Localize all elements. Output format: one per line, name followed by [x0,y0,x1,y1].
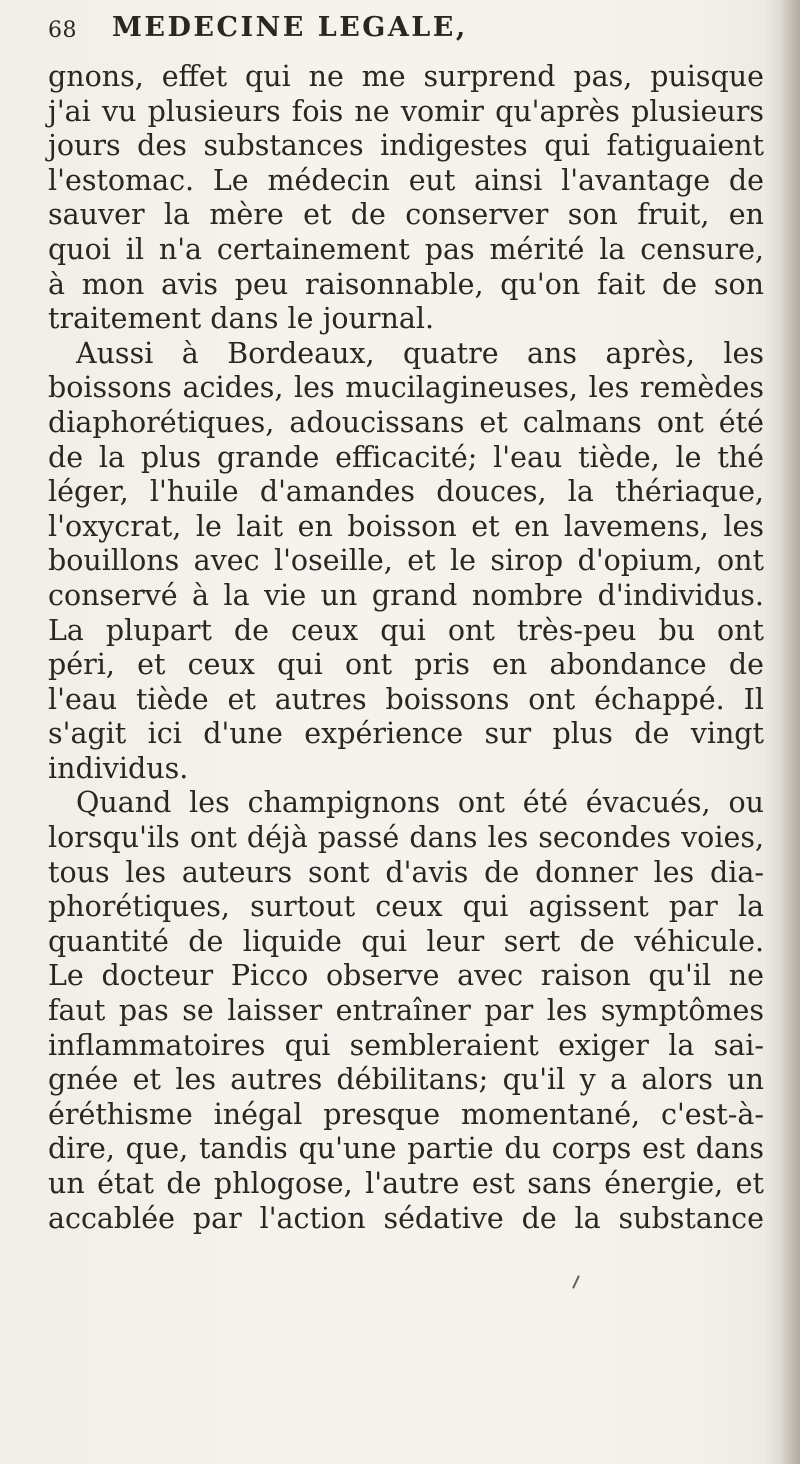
text-line: Aussi à Bordeaux, quatre ans après, les [76,336,764,370]
text-line: inflammatoires qui sembleraient exiger la sai- [48,1028,764,1062]
body-text [48,60,764,1236]
text-line: individus. [48,751,189,785]
text-line: j'ai vu plusieurs fois ne vomir qu'après plusieurs [48,94,764,128]
text-line: quantité de liquide qui leur sert de véhicule. [48,924,764,958]
text-line: gnons, effet qui ne me surprend pas, puisque [48,60,764,93]
running-head: MEDECINE LEGALE, [112,12,468,43]
text-line: péri, et ceux qui ont pris en abondance de [48,648,764,682]
page-number: 68 [48,18,77,43]
text-line: l'oxycrat, le lait en boisson et en lavemens, les [48,509,764,543]
text-line: sauver la mère et de conserver son fruit, en [48,198,764,232]
text-line: lorsqu'ils ont déjà passé dans les secondes voies, [48,821,764,855]
text-line: traitement dans le journal. [48,302,435,336]
page-header [48,8,748,48]
text-line: conservé à la vie un grand nombre d'individus. [48,578,764,612]
text-line: léger, l'huile d'amandes douces, la thériaque, [48,475,764,509]
text-line: l'estomac. Le médecin eut ainsi l'avantage de [48,163,764,197]
text-line: tous les auteurs sont d'avis de donner les dia- [48,855,764,889]
text-line: éréthisme inégal presque momentané, c'est-à- [48,1097,764,1131]
text-line: Quand les champignons ont été évacués, ou [76,786,764,820]
text-line: dire, que, tandis qu'une partie du corps est dans [48,1132,764,1166]
text-line: jours des substances indigestes qui fatiguaient [48,129,764,163]
text-line: s'agit ici d'une expérience sur plus de vingt [48,717,764,751]
text-line: de la plus grande efficacité; l'eau tiède, le thé [48,440,764,474]
text-line: gnée et les autres débilitans; qu'il y a alors un [48,1063,764,1097]
pencil-mark [572,1275,580,1289]
text-line: boissons acides, les mucilagineuses, les remèdes [48,371,764,405]
text-line: quoi il n'a certainement pas mérité la censure, [48,232,764,266]
text-line: faut pas se laisser entraîner par les symptômes [48,994,764,1028]
text-line: diaphorétiques, adoucissans et calmans ont été [48,405,764,439]
text-line: à mon avis peu raisonnable, qu'on fait de son [48,267,764,301]
text-line: phorétiques, surtout ceux qui agissent par la [48,890,764,924]
text-line: un état de phlogose, l'autre est sans énergie, et [48,1167,764,1200]
text-line: La plupart de ceux qui ont très-peu bu ont [48,613,764,647]
page-gutter-shadow [764,0,800,1464]
text-line: Le docteur Picco observe avec raison qu'il ne [48,959,764,993]
text-line: accablée par l'action sédative de la substance [48,1201,764,1235]
text-line: bouillons avec l'oseille, et le sirop d'opium, ont [48,544,764,578]
text-line: l'eau tiède et autres boissons ont échappé. Il [48,682,764,716]
